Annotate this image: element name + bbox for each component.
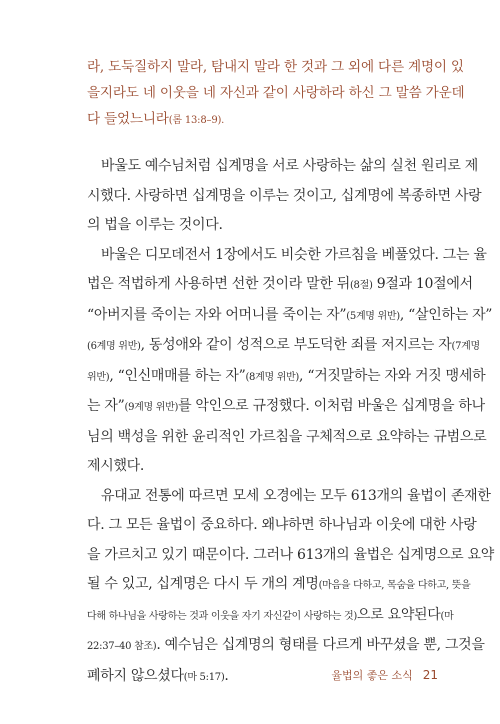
quote-line: 을지라도 네 이웃을 네 자신과 같이 사랑하라 하신 그 말씀 가운데 (87, 85, 465, 101)
verse-note: (마 (440, 610, 454, 622)
verse-note: 22:37–40 참조) (87, 641, 157, 652)
scripture-quote (87, 54, 465, 134)
text-line: 다. 그 모든 율법이 중요하다. 왜냐하면 하나님과 이웃에 대한 사랑 (87, 517, 477, 533)
scripture-reference: (롬 13:8–9). (168, 115, 225, 126)
quote-line: 다 들었느니라(롬 13:8–9). (87, 111, 225, 127)
text-line: 는 자”(9계명 위반)를 악인으로 규정했다. 이처럼 바울은 십계명을 하나 (87, 398, 485, 414)
commandment-note: (9계명 위반) (124, 402, 179, 413)
quote-line: 라, 도둑질하지 말라, 탐내지 말라 한 것과 그 외에 다른 계명이 있 (87, 59, 464, 75)
parenthetical-note: 다해 하나님을 사랑하는 것과 이웃을 자기 자신같이 사랑하는 것) (87, 610, 357, 622)
text-line: (6계명 위반), 동성애와 같이 성적으로 부도덕한 죄를 저지르는 자(7계명 (87, 337, 480, 353)
text-line: 시했다. 사랑하면 십계명을 이루는 것이고, 십계명에 복종하면 사랑 (87, 187, 482, 204)
text-line: 22:37–40 참조). 예수님은 십계명의 형태를 다르게 바꾸셨을 뿐, 그것을 (87, 637, 485, 653)
page-footer (331, 667, 438, 683)
text-line: 될 수 있고, 십계명은 다시 두 개의 계명(마음을 다하고, 목숨을 다하고, 뜻을 (87, 576, 471, 592)
text-line: 폐하지 않으셨다(마 5:17). (87, 667, 229, 684)
text-line: 다해 하나님을 사랑하는 것과 이웃을 자기 자신같이 사랑하는 것)으로 요약된다(마 (87, 606, 454, 623)
commandment-note: (7계명 (451, 341, 480, 352)
page-number: 21 (422, 668, 438, 682)
commandment-note: (6계명 위반) (87, 341, 141, 352)
body-text (87, 152, 494, 692)
running-title: 율법의 좋은 소식 (331, 669, 413, 682)
verse-note: (마 5:17) (183, 671, 225, 683)
text-line: 법은 적법하게 사용하면 선한 것이라 말한 뒤(8절) 9절과 10절에서 (87, 276, 473, 292)
text-line: 님의 백성을 위한 윤리적인 가르침을 구체적으로 요약하는 규범으로 (87, 428, 487, 445)
commandment-note: (8계명 위반) (245, 371, 300, 383)
text-line: 유대교 전통에 따르면 모세 오경에는 모두 613개의 율법이 존재한 (101, 487, 491, 504)
text-line: 의 법을 이루는 것이다. (87, 217, 223, 233)
parenthetical-note: (마음을 다하고, 목숨을 다하고, 뜻을 (318, 580, 471, 591)
commandment-note: (5계명 위반) (346, 310, 400, 322)
verse-note: (8절) (349, 280, 373, 291)
text-line: 을 가르치고 있기 때문이다. 그러나 613개의 율법은 십계명으로 요약 (87, 546, 494, 563)
text-line: 위반), “인신매매를 하는 자”(8계명 위반), “거짓말하는 자와 거짓 맹세하 (87, 367, 486, 384)
text-line: 제시했다. (87, 458, 145, 474)
text-line: “아버지를 죽이는 자와 어머니를 죽이는 자”(5계명 위반), “살인하는 자” (87, 306, 493, 323)
text-line: 바울은 디모데전서 1장에서도 비슷한 가르침을 베풀었다. 그는 율 (101, 246, 487, 263)
commandment-note: 위반) (87, 371, 110, 383)
text-line: 바울도 예수님처럼 십계명을 서로 사랑하는 삶의 실천 원리로 제 (101, 158, 479, 174)
